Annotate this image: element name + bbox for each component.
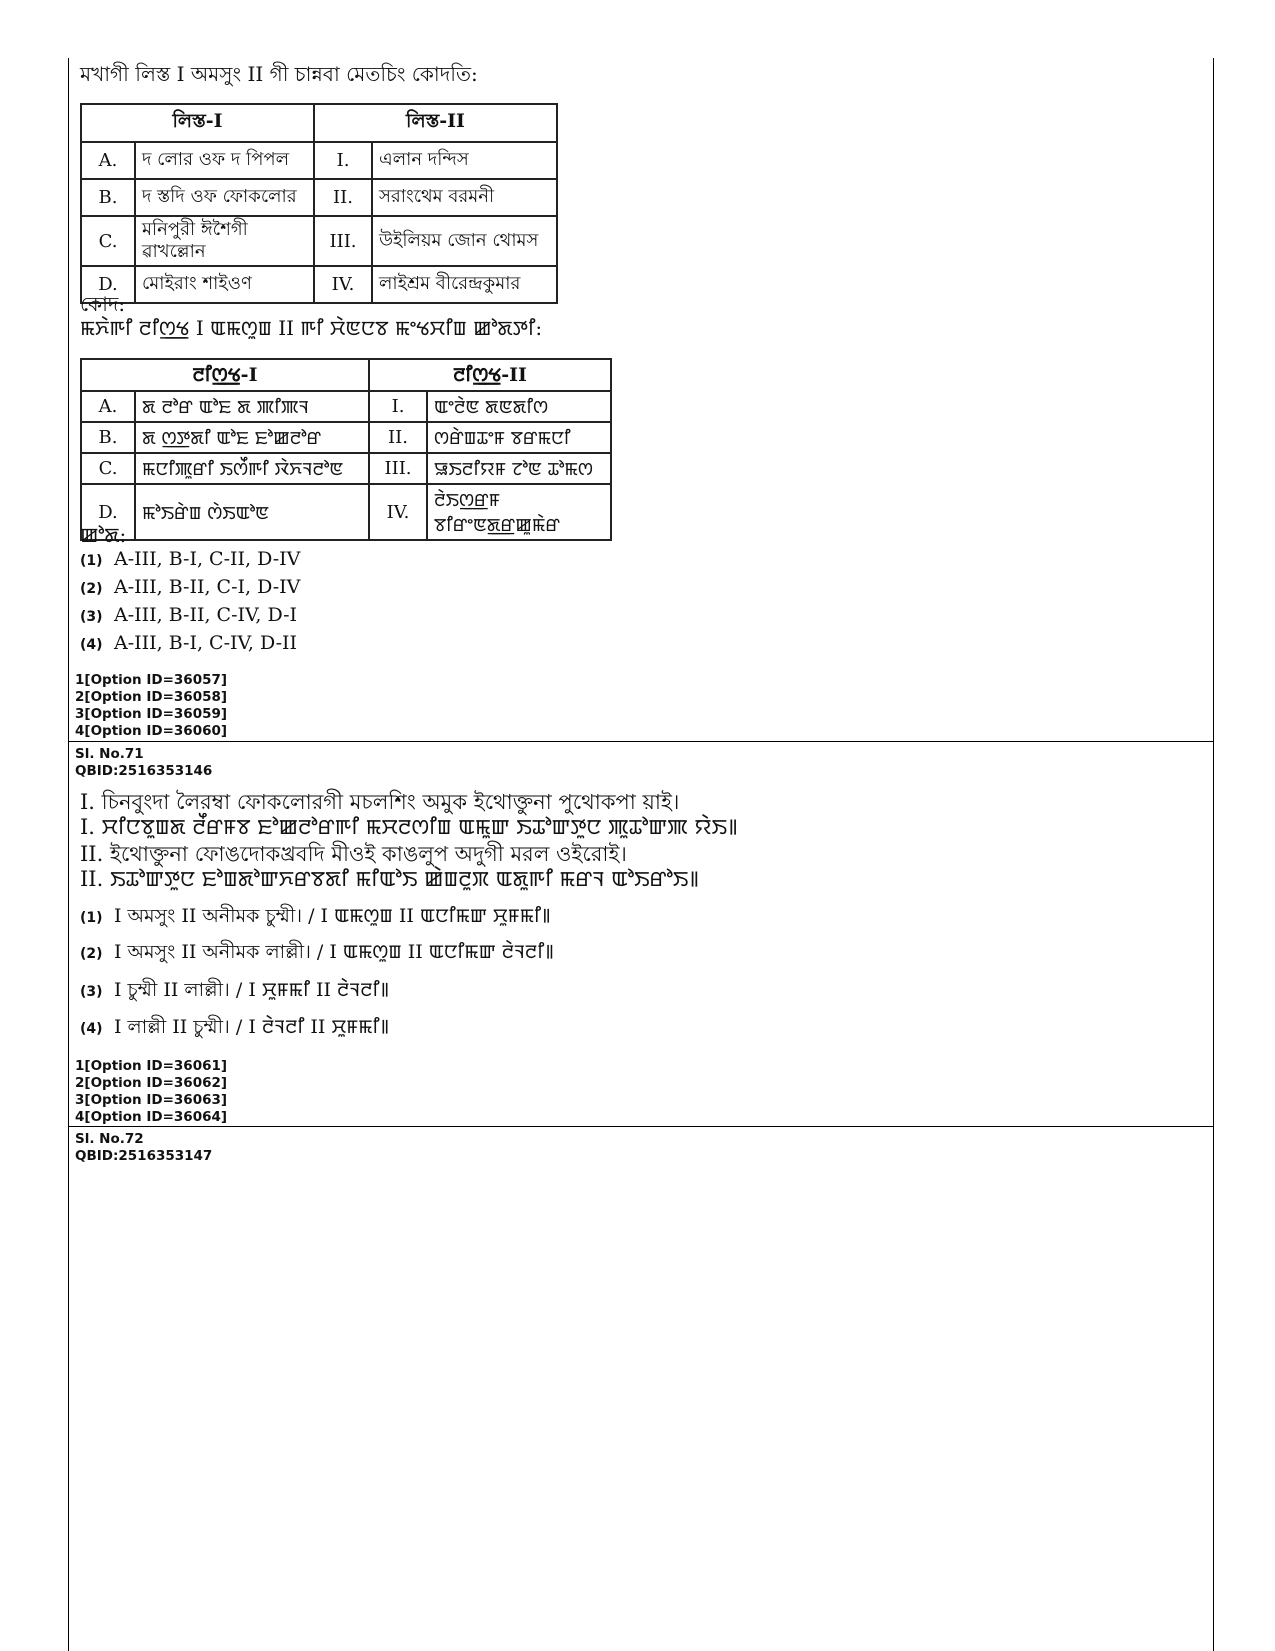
table-row <box>81 142 557 179</box>
row-left: ꯃꯅꯤꯄꯨꯔꯤ ꯏꯁꯩꯒꯤ ꯋꯥꯈꯜꯂꯣꯟ <box>135 453 369 484</box>
table-row <box>81 216 557 266</box>
serial-number: Sl. No.72 <box>75 1131 144 1147</box>
option-number: (4) <box>80 637 103 653</box>
table-header-list-1: ꯂꯤꯁ꯭ꯠ-I <box>81 359 369 391</box>
table-row <box>81 266 557 303</box>
row-left: মোইরাং শাইওণ <box>135 266 314 303</box>
row-roman: II. <box>369 422 427 453</box>
row-key: B. <box>81 422 135 453</box>
row-left: ꯃꯣꯏꯔꯥꯡ ꯁꯥꯏꯑꯣꯟ <box>135 484 369 540</box>
option-number: (1) <box>80 553 103 569</box>
option-text: A-III, B-I, C-IV, D-II <box>114 632 298 654</box>
option-3 <box>80 604 297 626</box>
match-table-meitei <box>80 358 612 541</box>
row-left: মনিপুরী ঈশৈগী ৱাখল্লোন <box>135 216 314 266</box>
code-label-meitei: ꯀꯣꯗ: <box>80 523 127 547</box>
table-header-list-2: লিস্ত-II <box>314 104 557 142</box>
option-text: A-III, B-I, C-II, D-IV <box>114 548 301 570</box>
statement-line: II. ꯏꯊꯣꯛꯇꯨꯅ ꯐꯣꯡꯗꯣꯛꯈꯔꯕꯗꯤ ꯃꯤꯑꯣꯏ ꯀꯥꯡꯂꯨꯞ ꯑꯗꯨꯒꯤ ꯃꯔꯜ ꯑꯣꯏꯔꯣꯏ꯫ <box>80 867 699 891</box>
row-roman: IV. <box>369 484 427 540</box>
option-id: 2[Option ID=36058] <box>75 689 228 705</box>
option-text: I চুম্মী II লাল্লী। / I ꯆꯨꯝꯃꯤ II ꯂꯥꯜꯂꯤ꯫ <box>114 979 390 1001</box>
option-id: 2[Option ID=36062] <box>75 1075 228 1091</box>
option-number: (3) <box>80 984 103 1000</box>
table-header-list-1: লিস্ত-I <box>81 104 314 142</box>
question-bank-id: QBID:2516353147 <box>75 1148 213 1164</box>
row-left: দ স্তদি ওফ ফোকলোর <box>135 179 314 216</box>
row-key: C. <box>81 453 135 484</box>
match-table-bengali <box>80 103 558 304</box>
question-70-bengali: মখাগী লিস্ত I অমসুং II গী চান্নবা মেতচিং কোদতি: <box>80 62 478 86</box>
option-text: I অমসুং II অনীমক চুম্মী। / I ꯑꯃꯁꯨꯡ II ꯑꯅꯤꯃꯛ ꯆꯨꯝꯃꯤ꯫ <box>114 905 551 927</box>
row-key: D. <box>81 266 135 303</box>
code-label-bengali: কোদ: <box>80 292 126 316</box>
row-right: লাইশ্রম বীরেন্দ্রকুমার <box>372 266 557 303</box>
table-row <box>81 391 611 422</box>
statement-line: II. ইথোক্তুনা ফোঙদোকখ্রবদি মীওই কাঙলুপ অদুগী মরল ওইরোই। <box>80 842 627 866</box>
option-2 <box>80 938 554 970</box>
row-key: A. <box>81 142 135 179</box>
option-id: 1[Option ID=36057] <box>75 672 228 688</box>
option-id: 4[Option ID=36064] <box>75 1109 228 1125</box>
right-border <box>1213 58 1214 1651</box>
option-number: (2) <box>80 581 103 597</box>
row-right: সরাংথেম বরমনী <box>372 179 557 216</box>
table-row <box>81 179 557 216</box>
option-id-list <box>75 672 227 740</box>
row-key: D. <box>81 484 135 540</box>
option-4 <box>80 632 297 654</box>
option-3 <box>80 976 389 1008</box>
option-number: (2) <box>80 946 103 962</box>
option-2 <box>80 576 300 598</box>
option-text: A-III, B-II, C-I, D-IV <box>114 576 301 598</box>
row-left: দ লোর ওফ দ পিপল <box>135 142 314 179</box>
question-72-meta <box>75 1131 212 1165</box>
option-1 <box>80 548 300 570</box>
row-key: B. <box>81 179 135 216</box>
option-text: A-III, B-II, C-IV, D-I <box>114 604 298 626</box>
option-1 <box>80 902 551 934</box>
divider <box>68 741 1214 742</box>
row-left: ꯗ ꯁ꯭ꯇꯗꯤ ꯑꯣꯐ ꯐꯣꯀꯂꯣꯔ <box>135 422 369 453</box>
option-number: (1) <box>80 910 103 926</box>
table-row <box>81 484 611 540</box>
option-4 <box>80 1013 389 1045</box>
option-id: 3[Option ID=36059] <box>75 706 228 722</box>
option-id-list <box>75 1058 227 1126</box>
option-text: I লাল্লী II চুম্মী। / I ꯂꯥꯜꯂꯤ II ꯆꯨꯝꯃꯤ꯫ <box>114 1016 390 1038</box>
table-header-list-2: ꯂꯤꯁ꯭ꯠ-II <box>369 359 611 391</box>
option-number: (4) <box>80 1021 103 1037</box>
row-roman: I. <box>369 391 427 422</box>
row-roman: III. <box>314 216 372 266</box>
row-right: ꯎꯏꯂꯤꯌꯝ ꯖꯣꯟ ꯊꯣꯃꯁ <box>427 453 611 484</box>
row-roman: II. <box>314 179 372 216</box>
table-row <box>81 422 611 453</box>
row-roman: I. <box>314 142 372 179</box>
option-id: 3[Option ID=36063] <box>75 1092 228 1108</box>
row-right: ꯁꯔꯥꯡꯊꯦꯝ ꯕꯔꯃꯅꯤ <box>427 422 611 453</box>
row-right: ꯑꯦꯂꯥꯟ ꯗꯟꯗꯤꯁ <box>427 391 611 422</box>
left-border <box>68 58 69 1651</box>
row-right: এলান দন্দিস <box>372 142 557 179</box>
row-right: ꯂꯥꯏꯁ꯭ꯔꯝ ꯕꯤꯔꯦꯟꯗ꯭ꯔꯀꯨꯃꯥꯔ <box>427 484 611 540</box>
serial-number: Sl. No.71 <box>75 746 144 762</box>
table-row <box>81 453 611 484</box>
question-71-meta <box>75 746 212 780</box>
statement-line: I. ꯆꯤꯅꯕꯨꯡꯗ ꯂꯩꯔꯝꯕ ꯐꯣꯀꯂꯣꯔꯒꯤ ꯃꯆꯂꯁꯤꯡ ꯑꯃꯨꯛ ꯏꯊꯣꯛꯇꯨꯅ ꯄꯨꯊꯣꯛꯄ ꯌꯥꯏ꯫ <box>80 815 738 839</box>
row-key: C. <box>81 216 135 266</box>
question-bank-id: QBID:2516353146 <box>75 763 213 779</box>
statement-line: I. চিনবুংদা লৈরম্বা ফোকলোরগী মচলশিং অমুক ইথোক্তুনা পুথোকপা য়াই। <box>80 790 680 814</box>
option-number: (3) <box>80 609 103 625</box>
divider <box>68 1126 1214 1127</box>
option-id: 4[Option ID=36060] <box>75 723 228 739</box>
row-left: ꯗ ꯂꯣꯔ ꯑꯣꯐ ꯗ ꯄꯤꯄꯜ <box>135 391 369 422</box>
row-key: A. <box>81 391 135 422</box>
option-id: 1[Option ID=36061] <box>75 1058 228 1074</box>
row-roman: IV. <box>314 266 372 303</box>
question-70-meitei: ꯃꯈꯥꯒꯤ ꯂꯤꯁ꯭ꯠ I ꯑꯃꯁꯨꯡ II ꯒꯤ ꯆꯥꯟꯅꯕ ꯃꯦꯠꯆꯤꯡ ꯀꯣꯗꯇꯤ: <box>80 316 543 340</box>
option-text: I অমসুং II অনীমক লাল্লী। / I ꯑꯃꯁꯨꯡ II ꯑꯅꯤꯃꯛ ꯂꯥꯜꯂꯤ꯫ <box>114 941 554 963</box>
row-right: উইলিয়ম জোন থোমস <box>372 216 557 266</box>
row-roman: III. <box>369 453 427 484</box>
